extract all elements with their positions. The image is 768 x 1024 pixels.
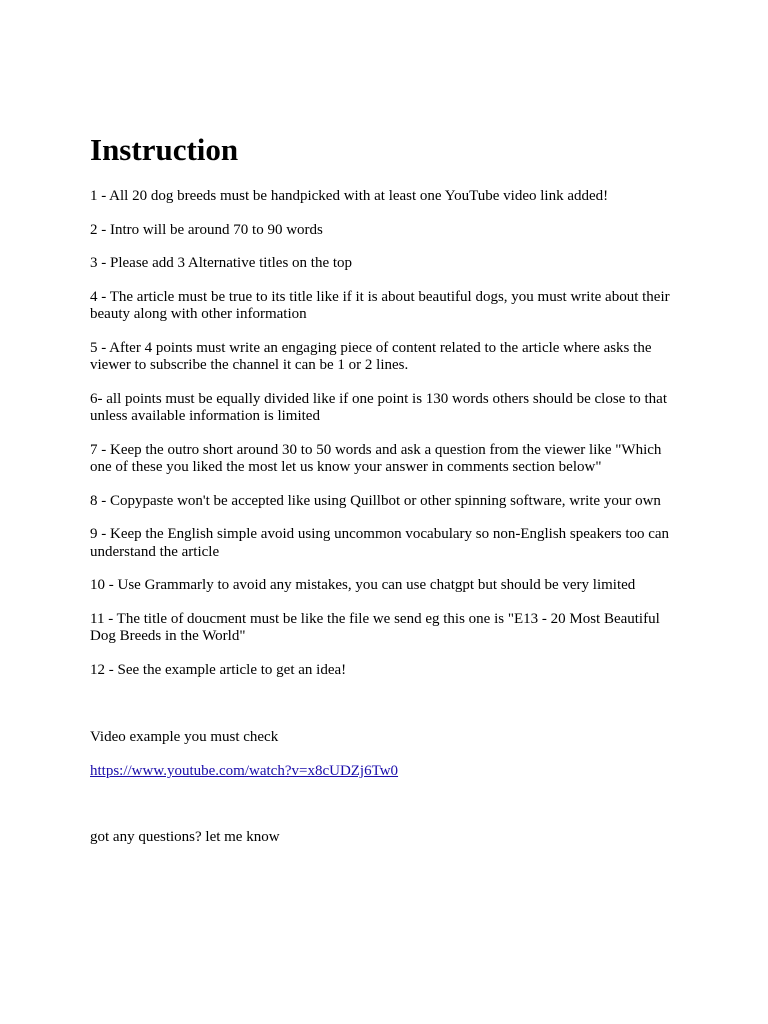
page-title: Instruction <box>90 132 239 167</box>
instruction-list <box>90 188 680 695</box>
instruction-item-10: 10 - Use Grammarly to avoid any mistakes, you can use chatgpt but should be very limited <box>90 577 636 593</box>
instruction-item-9: 9 - Keep the English simple avoid using uncommon vocabulary so non-English speakers too can understand the article <box>90 526 670 560</box>
instruction-item-12: 12 - See the example article to get an idea! <box>90 661 347 678</box>
instruction-item-1: 1 - All 20 dog breeds must be handpicked with at least one YouTube video link added! <box>90 188 609 204</box>
instruction-item-4: 4 - The article must be true to its title like if it is about beautiful dogs, you must write about their beauty along with other information <box>90 288 670 322</box>
instruction-item-7: 7 - Keep the outro short around 30 to 50 words and ask a question from the viewer like "Which one of these you liked the most let us know your answer in comments section below" <box>90 441 662 475</box>
instruction-item-6: 6- all points must be equally divided like if one point is 130 words others should be close to that unless available information is limited <box>90 390 668 424</box>
instruction-item-2: 2 - Intro will be around 70 to 90 words <box>90 221 323 238</box>
instruction-item-11: 11 - The title of doucment must be like the file we send eg this one is "E13 - 20 Most Beautiful Dog Breeds in the World" <box>90 610 660 644</box>
instruction-item-8: 8 - Copypaste won't be accepted like using Quillbot or other spinning software, write your own <box>90 492 661 509</box>
instruction-item-3: 3 - Please add 3 Alternative titles on the top <box>90 255 353 271</box>
video-example-label: Video example you must check <box>90 729 279 745</box>
closing-note: got any questions? let me know <box>90 829 280 845</box>
instruction-item-5: 5 - After 4 points must write an engaging piece of content related to the article where asks the viewer to subscribe the channel it can be 1 or 2 lines. <box>90 339 652 373</box>
youtube-video-link[interactable]: https://www.youtube.com/watch?v=x8cUDZj6Tw0 <box>90 763 399 779</box>
